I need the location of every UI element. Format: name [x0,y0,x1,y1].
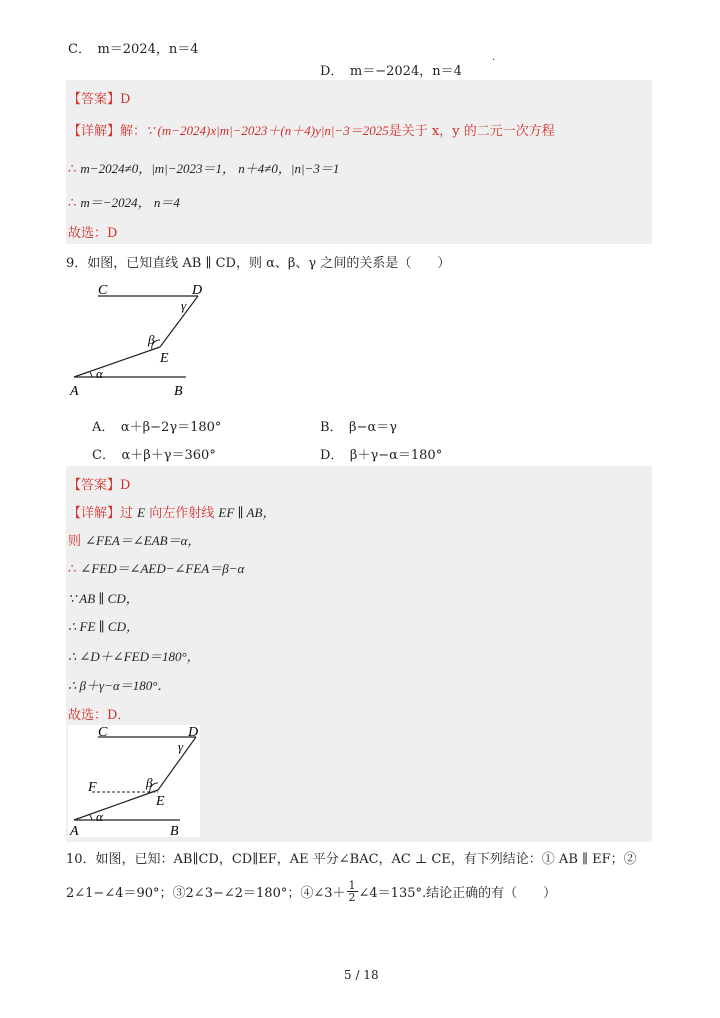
detail-8-prefix: 【详解】解： [68,124,147,139]
fraction-half [347,880,358,903]
therefore-symbol: ∴ [68,196,77,211]
label-alpha: α [96,366,103,381]
detail-9-line7: ∴ β＋γ−α＝180°． [68,678,171,693]
label-alpha: α [96,809,103,824]
label-c: C [98,283,108,298]
q9-option-a: A． α＋β−2γ＝180° [92,420,222,435]
question-9-stem: 9．如图，已知直线 AB ∥ CD，则 α、β、γ 之间的关系是（ ） [66,256,451,271]
label-a: A [70,824,79,837]
fraction-denominator: 2 [348,891,356,904]
question-10-line2-b: ∠4＝135°.结论正确的有（ ） [358,886,557,901]
detail-9-point: E [137,505,146,520]
figure-q9 [68,280,208,402]
option-d-text: D． m＝−2024，n＝4 [320,64,462,79]
label-beta: β [148,332,155,347]
figure-solution-9 [68,725,200,837]
label-e: E [160,351,169,366]
detail-9-l2: ∠FED＝∠AED−∠FEA＝β−α [80,561,245,576]
question-10-line2-a: 2∠1−∠4＝90°；③2∠3−∠2＝180°；④∠3＋ [66,886,346,901]
detail-8-math: ∵ (m−2024)x|m|−2023＋(n＋4)y|n|−3＝2025 [146,123,389,138]
label-b: B [170,824,179,837]
detail-8-line3 [68,192,180,211]
choose-8: 故选：D [68,226,118,241]
detail-9-line3 [68,558,244,577]
detail-9-line2 [68,530,200,549]
choose-9: 故选：D． [68,708,131,723]
detail-9-l1: ∠FEA＝∠EAB＝α， [85,533,201,548]
q9-option-d: D． β＋γ−α＝180° [320,448,443,463]
label-a: A [70,384,79,399]
label-gamma: γ [181,298,187,313]
stray-dot: . [492,52,496,63]
label-gamma: γ [178,739,184,754]
detail-9-l1-pre: 则 [68,534,82,549]
detail-9-line4: ∵ AB ∥ CD， [68,591,139,606]
label-d: D [192,283,203,298]
label-b: B [174,384,183,399]
detail-9-line5: ∴ FE ∥ CD， [68,619,139,634]
detail-8-line2-math: m−2024≠0，|m|−2023＝1， n＋4≠0，|n|−3＝1 [80,161,340,176]
label-c: C [98,725,108,740]
detail-9-line6: ∴ ∠D＋∠FED＝180°， [68,649,200,664]
label-d: D [188,725,199,740]
label-beta: β [146,775,153,790]
detail-8-line2 [68,158,339,177]
answer-9: 【答案】D [68,478,131,493]
label-f: F [88,780,97,795]
therefore-symbol: ∴ [68,562,77,577]
label-e: E [156,794,165,809]
detail-8-suffix: 是关于 x，y 的二元一次方程 [388,124,555,139]
detail-9-line1 [68,502,275,521]
option-c-text: C． m＝2024，n＝4 [68,42,199,57]
q9-option-b: B． β−α＝γ [320,420,398,435]
question-10-line1: 10．如图，已知：AB∥CD，CD∥EF，AE 平分∠BAC，AC ⊥ CE，有下列结论：① AB ∥ EF；② [66,852,637,867]
detail-8-line3-math: m＝−2024， n＝4 [80,195,180,210]
detail-9-prefix: 【详解】过 [68,506,134,521]
detail-8-line1 [68,120,555,139]
page-number: 5 / 18 [344,968,379,982]
q9-option-c: C． α＋β＋γ＝360° [92,448,216,463]
fraction-numerator: 1 [348,879,356,892]
answer-8: 【答案】D [68,92,131,107]
therefore-symbol: ∴ [68,162,77,177]
detail-9-mid: 向左作射线 [149,506,215,521]
question-10-line2 [66,880,556,903]
detail-9-math: EF ∥ AB， [218,505,276,520]
